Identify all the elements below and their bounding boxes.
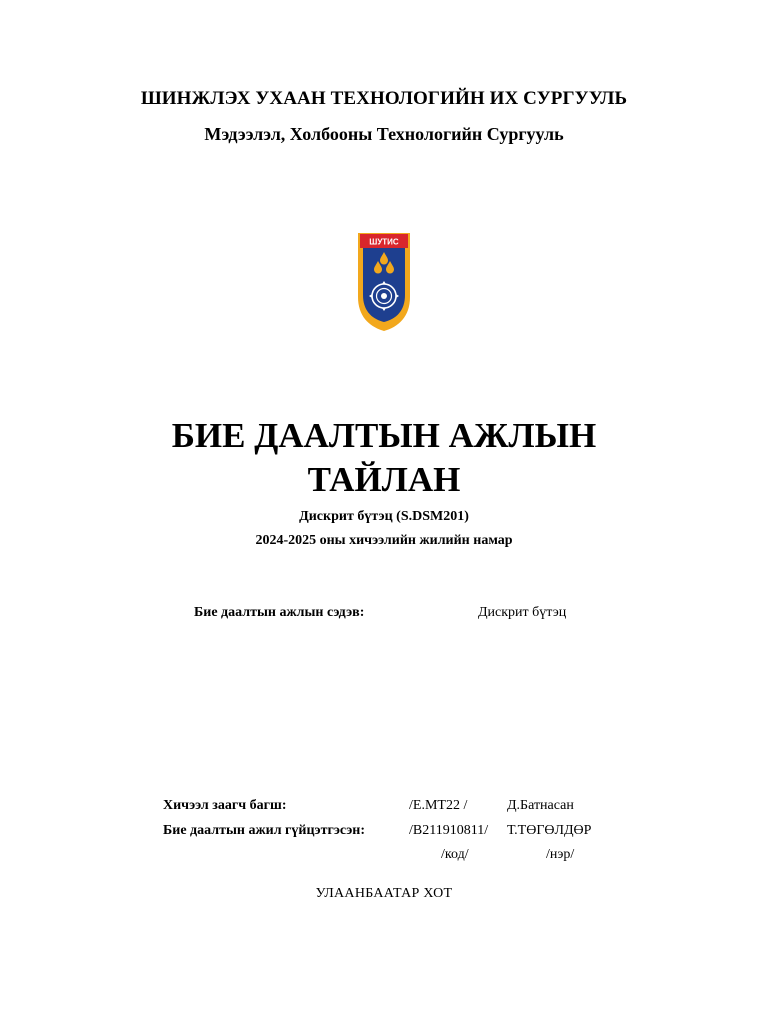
topic-label: Бие даалтын ажлын сэдэв: — [194, 605, 365, 620]
teacher-label: Хичээл заагч багш: — [163, 798, 287, 813]
report-title-line-1: БИЕ ДААЛТЫН АЖЛЫН — [171, 416, 597, 455]
student-label: Бие даалтын ажил гүйцэтгэсэн: — [163, 823, 366, 838]
logo-text: ШУТИС — [369, 237, 399, 247]
university-title: ШИНЖЛЭХ УХААН ТЕХНОЛОГИЙН ИХ СУРГУУЛЬ — [140, 88, 628, 109]
student-name: Т.ТӨГӨЛДӨР — [507, 823, 592, 838]
name-caption: /нэр/ — [546, 847, 575, 862]
report-title-line-2: ТАЙЛАН — [307, 460, 461, 499]
report-title — [0, 414, 768, 502]
semester-text: 2024-2025 оны хичээлийн жилийн намар — [255, 533, 513, 548]
topic-value: Дискрит бүтэц — [478, 605, 567, 620]
course-name: Дискрит бүтэц (S.DSM201) — [299, 509, 469, 524]
school-title: Мэдээлэл, Холбооны Технологийн Сургууль — [204, 124, 564, 144]
student-code: /B211910811/ — [409, 823, 489, 838]
teacher-code: /Е.МТ22 / — [409, 798, 468, 813]
city-footer: УЛААНБААТАР ХОТ — [315, 886, 453, 901]
university-logo — [356, 231, 412, 333]
teacher-name: Д.Батнасан — [507, 798, 574, 813]
code-caption: /код/ — [441, 847, 469, 862]
